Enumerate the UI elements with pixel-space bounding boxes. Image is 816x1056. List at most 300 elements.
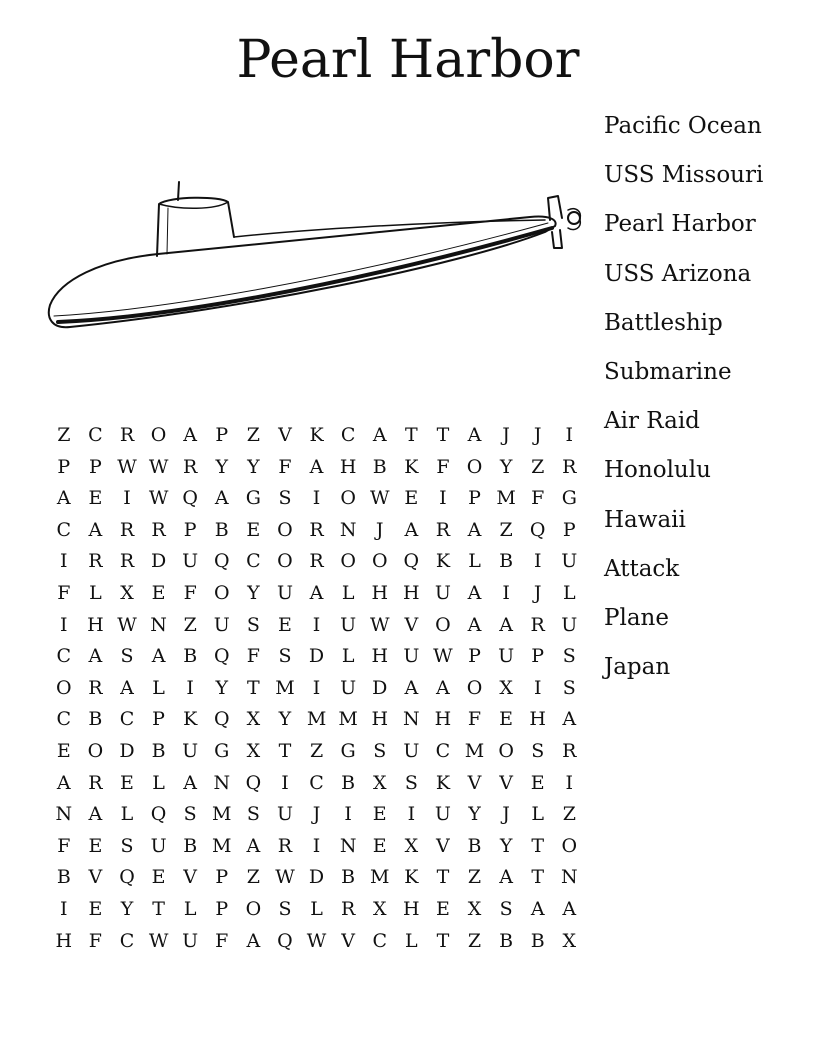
word-list-item: Attack [604,555,680,582]
grid-letter: O [277,550,293,573]
word-list-item: Submarine [604,358,732,385]
grid-letter: A [467,581,482,604]
word-list-item: Japan [604,654,671,681]
grid-letter: I [533,676,542,699]
grid-letter: U [182,929,199,952]
grid-letter: E [404,487,419,510]
grid-letter: C [246,550,261,573]
grid-letter: N [339,834,357,857]
grid-letter: Y [215,455,229,478]
grid-letter: Z [309,739,324,762]
grid-letter: A [404,676,419,699]
grid-letter: I [60,550,68,573]
grid-letter: A [120,676,134,699]
grid-letter: P [215,424,229,446]
grid-letter: S [120,834,134,857]
grid-letter: B [499,550,514,573]
grid-letter: O [87,739,104,762]
grid-letter: O [466,455,483,478]
grid-letter: Z [467,866,482,889]
grid-letter: R [183,455,198,478]
grid-letter: I [565,771,574,794]
grid-letter: D [308,645,325,668]
word-list-item: Battleship [604,309,723,336]
grid-letter: A [372,424,387,446]
grid-letter: R [88,676,103,699]
grid-letter: K [404,866,419,889]
grid-letter: R [562,739,577,762]
grid-letter: P [215,866,229,889]
letter-grid [48,420,585,957]
grid-letter: N [55,803,73,826]
grid-letter: P [562,518,576,541]
grid-letter: P [468,487,481,510]
grid-letter: K [435,550,451,573]
page-title: Pearl Harbor [236,30,580,90]
grid-letter: X [120,581,134,604]
grid-letter: N [403,708,420,731]
grid-letter: I [565,424,574,446]
grid-letter: L [152,676,165,699]
grid-letter: A [56,771,71,794]
grid-letter: B [88,708,103,731]
grid-letter: I [186,676,194,699]
grid-letter: D [372,676,388,699]
grid-letter: G [214,739,230,762]
grid-letter: R [119,518,135,541]
grid-letter: W [369,613,390,636]
grid-letter: Q [213,708,230,731]
grid-letter: M [496,487,516,510]
grid-letter: I [344,803,352,826]
grid-letter: I [312,613,321,636]
grid-letter: S [183,803,197,826]
grid-letter: H [403,581,420,604]
grid-letter: Y [247,455,260,478]
grid-letter: X [246,708,261,731]
grid-letter: A [530,897,545,920]
grid-letter: W [433,645,453,668]
grid-letter: X [372,897,387,920]
grid-letter: J [312,803,321,826]
grid-letter: O [498,739,514,762]
grid-letter: Y [278,708,292,731]
grid-letter: U [276,803,293,826]
grid-letter: P [215,897,229,920]
grid-letter: C [56,708,72,731]
grid-letter: Q [119,866,135,889]
grid-letter: Q [403,550,420,573]
word-list [604,110,763,700]
grid-letter: N [560,866,578,889]
grid-letter: H [55,929,73,952]
grid-letter: E [151,866,166,889]
grid-letter: V [467,771,482,794]
grid-letter: R [530,613,545,636]
grid-letter: I [281,771,289,794]
grid-letter: I [439,487,447,510]
grid-letter: E [530,771,545,794]
grid-letter: S [373,739,387,762]
grid-letter: L [310,897,323,920]
grid-letter: S [278,897,292,920]
grid-letter: A [467,518,482,541]
grid-letter: E [88,897,103,920]
grid-letter: Z [562,803,576,826]
grid-letter: M [212,803,232,826]
grid-letter: F [436,455,450,478]
grid-letter: F [246,645,260,668]
grid-letter: V [183,866,198,889]
grid-letter: A [467,613,482,636]
grid-letter: R [119,424,135,446]
word-list-item: Hawaii [604,506,686,533]
grid-letter: U [561,550,578,573]
grid-letter: B [530,929,545,952]
grid-letter: B [183,645,198,668]
grid-letter: X [246,739,261,762]
grid-letter: Z [246,424,260,446]
grid-letter: B [341,771,356,794]
grid-letter: E [372,803,387,826]
grid-letter: E [120,771,134,794]
grid-letter: B [499,929,514,952]
grid-letter: T [436,929,450,952]
grid-letter: G [340,739,356,762]
grid-letter: Q [182,487,198,510]
grid-letter: S [246,613,260,636]
grid-letter: H [339,455,357,478]
grid-letter: A [88,645,103,668]
grid-letter: C [119,929,135,952]
grid-letter: U [340,613,357,636]
word-list-item: Pearl Harbor [604,211,756,238]
grid-letter: M [275,676,295,699]
grid-letter: U [340,676,357,699]
grid-letter: N [150,613,167,636]
grid-letter: S [404,771,418,794]
grid-letter: P [57,455,71,478]
grid-letter: S [278,487,292,510]
grid-letter: I [312,834,321,857]
grid-letter: L [152,771,165,794]
grid-letter: I [123,487,131,510]
grid-letter: X [562,929,577,952]
grid-letter: K [404,455,419,478]
grid-letter: S [246,803,260,826]
grid-letter: O [561,834,578,857]
grid-letter: F [215,929,229,952]
grid-letter: P [183,518,197,541]
grid-letter: V [278,424,292,446]
grid-letter: Q [529,518,546,541]
grid-letter: A [88,518,103,541]
grid-letter: E [435,897,450,920]
grid-letter: V [499,771,513,794]
grid-letter: A [88,803,103,826]
grid-letter: M [370,866,390,889]
grid-letter: A [309,455,324,478]
grid-letter: T [436,866,450,889]
grid-letter: H [434,708,452,731]
grid-letter: F [278,455,292,478]
grid-letter: B [467,834,482,857]
grid-letter: R [119,550,135,573]
grid-letter: U [561,613,578,636]
grid-letter: R [562,455,577,478]
grid-letter: U [434,581,451,604]
grid-letter: X [467,897,482,920]
grid-letter: U [182,739,199,762]
grid-letter: V [88,866,103,889]
grid-letter: F [57,834,71,857]
grid-letter: U [403,645,420,668]
grid-letter: W [148,487,169,510]
grid-letter: R [88,550,103,573]
grid-letter: Y [215,676,229,699]
grid-letter: X [372,771,387,794]
grid-letter: V [341,929,355,952]
grid-letter: V [436,834,450,857]
grid-letter: P [468,645,481,668]
grid-letter: U [150,834,167,857]
grid-letter: O [245,897,262,920]
grid-letter: L [120,803,134,826]
grid-letter: A [151,645,166,668]
grid-letter: T [531,834,545,857]
grid-letter: C [56,518,72,541]
grid-letter: P [152,708,165,731]
grid-letter: A [183,424,198,446]
grid-letter: O [213,581,230,604]
grid-letter: Q [150,803,167,826]
grid-letter: U [213,613,230,636]
grid-letter: A [214,487,229,510]
grid-letter: Z [499,518,513,541]
grid-letter: B [56,866,71,889]
grid-letter: Y [499,834,513,857]
grid-letter: E [88,487,103,510]
grid-letter: I [60,897,68,920]
grid-letter: S [499,897,513,920]
grid-letter: H [371,581,389,604]
grid-letter: P [88,455,102,478]
grid-letter: W [275,866,295,889]
grid-letter: L [562,581,576,604]
grid-letter: U [434,803,451,826]
grid-letter: E [246,518,261,541]
grid-letter: F [183,581,197,604]
grid-letter: Y [120,897,134,920]
grid-letter: M [212,834,232,857]
grid-letter: A [183,771,198,794]
grid-letter: B [372,455,387,478]
grid-letter: W [117,613,137,636]
grid-letter: O [466,676,483,699]
grid-letter: X [404,834,419,857]
grid-letter: P [531,645,545,668]
grid-letter: W [148,455,169,478]
grid-letter: Q [277,929,293,952]
grid-letter: A [562,708,577,731]
grid-letter: B [214,518,229,541]
grid-letter: S [120,645,134,668]
grid-letter: C [56,645,72,668]
grid-letter: L [341,581,355,604]
grid-letter: J [502,424,510,446]
grid-letter: O [340,550,356,573]
grid-letter: B [151,739,166,762]
grid-letter: O [435,613,451,636]
grid-letter: N [339,518,357,541]
grid-letter: D [308,866,325,889]
grid-letter: O [150,424,167,446]
grid-letter: J [533,581,542,604]
grid-letter: R [340,897,356,920]
grid-letter: C [88,424,103,446]
grid-letter: R [309,518,324,541]
grid-letter: K [183,708,198,731]
grid-letter: A [404,518,419,541]
word-list-item: USS Arizona [604,260,752,287]
grid-letter: Q [213,550,230,573]
grid-letter: I [60,613,68,636]
grid-letter: I [407,803,416,826]
grid-letter: L [89,581,102,604]
grid-letter: C [435,739,451,762]
grid-letter: B [341,866,356,889]
grid-letter: J [502,803,510,826]
grid-letter: E [151,581,166,604]
grid-letter: O [340,487,356,510]
grid-letter: G [245,487,261,510]
grid-letter: J [375,518,384,541]
grid-letter: X [499,676,513,699]
grid-letter: M [464,739,485,762]
grid-letter: I [533,550,542,573]
grid-letter: L [183,897,197,920]
grid-letter: H [371,645,389,668]
grid-letter: H [529,708,546,731]
grid-letter: M [338,708,358,731]
grid-letter: F [57,581,71,604]
grid-letter: Q [213,645,230,668]
grid-letter: A [56,487,71,510]
grid-letter: O [56,676,72,699]
grid-letter: Y [468,803,481,826]
grid-letter: I [502,581,510,604]
grid-letter: F [467,708,482,731]
grid-letter: L [531,803,545,826]
grid-letter: Z [183,613,197,636]
grid-letter: R [151,518,166,541]
grid-letter: Z [467,929,482,952]
grid-letter: E [372,834,387,857]
grid-letter: T [152,897,165,920]
grid-letter: S [531,739,545,762]
grid-letter: U [498,645,515,668]
word-list-item: Pacific Ocean [604,113,762,139]
grid-letter: Z [57,424,71,446]
grid-letter: R [435,518,451,541]
grid-letter: K [435,771,451,794]
grid-letter: T [436,424,450,446]
grid-letter: S [278,645,292,668]
grid-letter: N [213,771,231,794]
grid-letter: Y [499,455,513,478]
grid-letter: E [499,708,514,731]
grid-letter: D [150,550,167,573]
word-list-item: Plane [604,604,669,631]
grid-letter: W [117,455,137,478]
grid-letter: H [87,613,104,636]
grid-letter: B [183,834,198,857]
grid-letter: K [309,424,324,446]
grid-letter: W [148,929,169,952]
grid-letter: I [312,487,321,510]
grid-letter: Z [531,455,545,478]
grid-letter: O [371,550,388,573]
grid-letter: G [561,487,577,510]
grid-letter: T [278,739,292,762]
submarine-icon [40,170,600,350]
grid-letter: L [405,929,418,952]
grid-letter: R [277,834,293,857]
grid-letter: T [531,866,545,889]
grid-letter: T [404,424,418,446]
grid-letter: E [88,834,103,857]
word-list-item: USS Missouri [604,162,764,189]
grid-letter: J [533,424,542,446]
grid-letter: S [562,676,576,699]
grid-letter: A [436,676,450,699]
grid-letter: R [309,550,324,573]
grid-letter: S [562,645,576,668]
grid-letter: C [372,929,387,952]
grid-letter: M [306,708,327,731]
grid-letter: F [88,929,102,952]
grid-letter: T [247,676,260,699]
grid-letter: R [88,771,103,794]
grid-letter: W [369,487,390,510]
grid-letter: U [276,581,293,604]
grid-letter: A [499,613,513,636]
grid-letter: A [246,929,261,952]
word-list-item: Honolulu [604,457,711,484]
grid-letter: A [499,866,513,889]
grid-letter: C [340,424,356,446]
grid-letter: U [182,550,199,573]
grid-letter: A [246,834,261,857]
grid-letter: L [341,645,355,668]
grid-letter: E [278,613,292,636]
grid-letter: H [403,897,420,920]
grid-letter: F [531,487,545,510]
grid-letter: A [467,424,482,446]
grid-letter: Z [246,866,260,889]
grid-letter: C [309,771,324,794]
grid-letter: H [371,708,389,731]
word-list-item: Air Raid [604,408,700,435]
grid-letter: W [306,929,327,952]
grid-letter: V [404,613,419,636]
grid-letter: Y [247,581,260,604]
grid-letter: A [309,581,324,604]
grid-letter: I [312,676,321,699]
grid-letter: U [403,739,420,762]
grid-letter: Q [245,771,262,794]
grid-letter: O [277,518,293,541]
